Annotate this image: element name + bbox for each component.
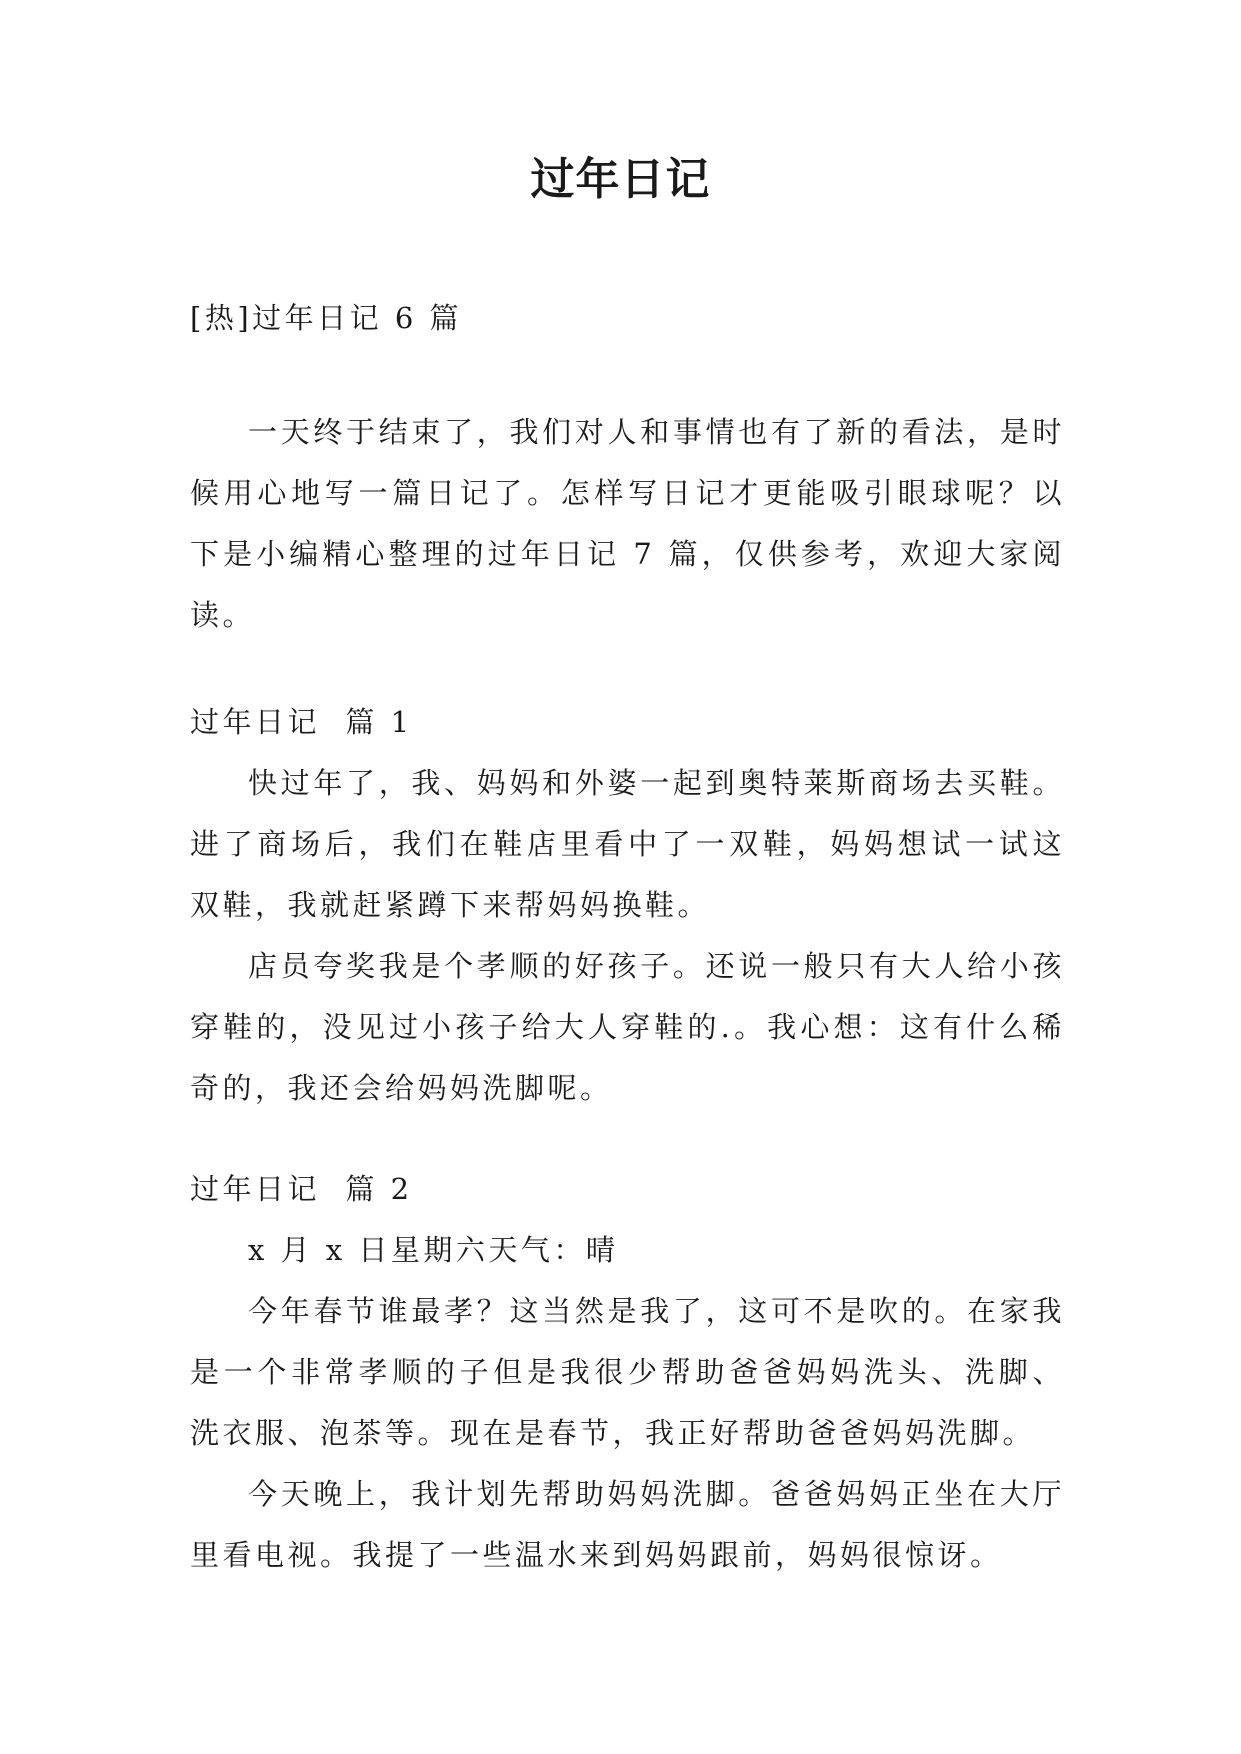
document-title: 过年日记 <box>530 154 711 205</box>
diary-date-line: x 月 x 日星期六天气：晴 <box>248 1233 619 1267</box>
section-paragraph: 今天晚上，我计划先帮助妈妈洗脚。爸爸妈妈正坐在大厅里看电视。我提了一些温水来到妈妈跟前，妈妈很惊讶。 <box>190 1477 1065 1572</box>
section-paragraph: 今年春节谁最孝？这当然是我了，这可不是吹的。在家我是一个非常孝顺的子但是我很少帮助爸爸妈妈洗头、洗脚、洗衣服、泡茶等。现在是春节，我正好帮助爸爸妈妈洗脚。 <box>190 1294 1065 1450</box>
intro-paragraph-block <box>190 402 1065 646</box>
section-paragraph: 店员夸奖我是个孝顺的好孩子。还说一般只有大人给小孩穿鞋的，没见过小孩子给大人穿鞋的.。我心想：这有什么稀奇的，我还会给妈妈洗脚呢。 <box>190 949 1065 1105</box>
intro-paragraph: 一天终于结束了，我们对人和事情也有了新的看法，是时候用心地写一篇日记了。怎样写日记才更能吸引眼球呢？以下是小编精心整理的过年日记 7 篇，仅供参考，欢迎大家阅读。 <box>190 415 1065 632</box>
section-2-heading-block <box>190 1159 1065 1220</box>
subtitle-text: [热]过年日记 6 篇 <box>190 301 463 335</box>
section-2-body <box>190 1220 1065 1586</box>
section-1-heading-block <box>190 692 1065 753</box>
section-1-body <box>190 753 1065 1119</box>
section-paragraph: 快过年了，我、妈妈和外婆一起到奥特莱斯商场去买鞋。进了商场后，我们在鞋店里看中了一双鞋，妈妈想试一试这双鞋，我就赶紧蹲下来帮妈妈换鞋。 <box>190 766 1065 922</box>
document-subtitle <box>190 288 1065 349</box>
section-heading: 过年日记 篇 2 <box>190 1172 413 1206</box>
section-heading: 过年日记 篇 1 <box>190 705 413 739</box>
